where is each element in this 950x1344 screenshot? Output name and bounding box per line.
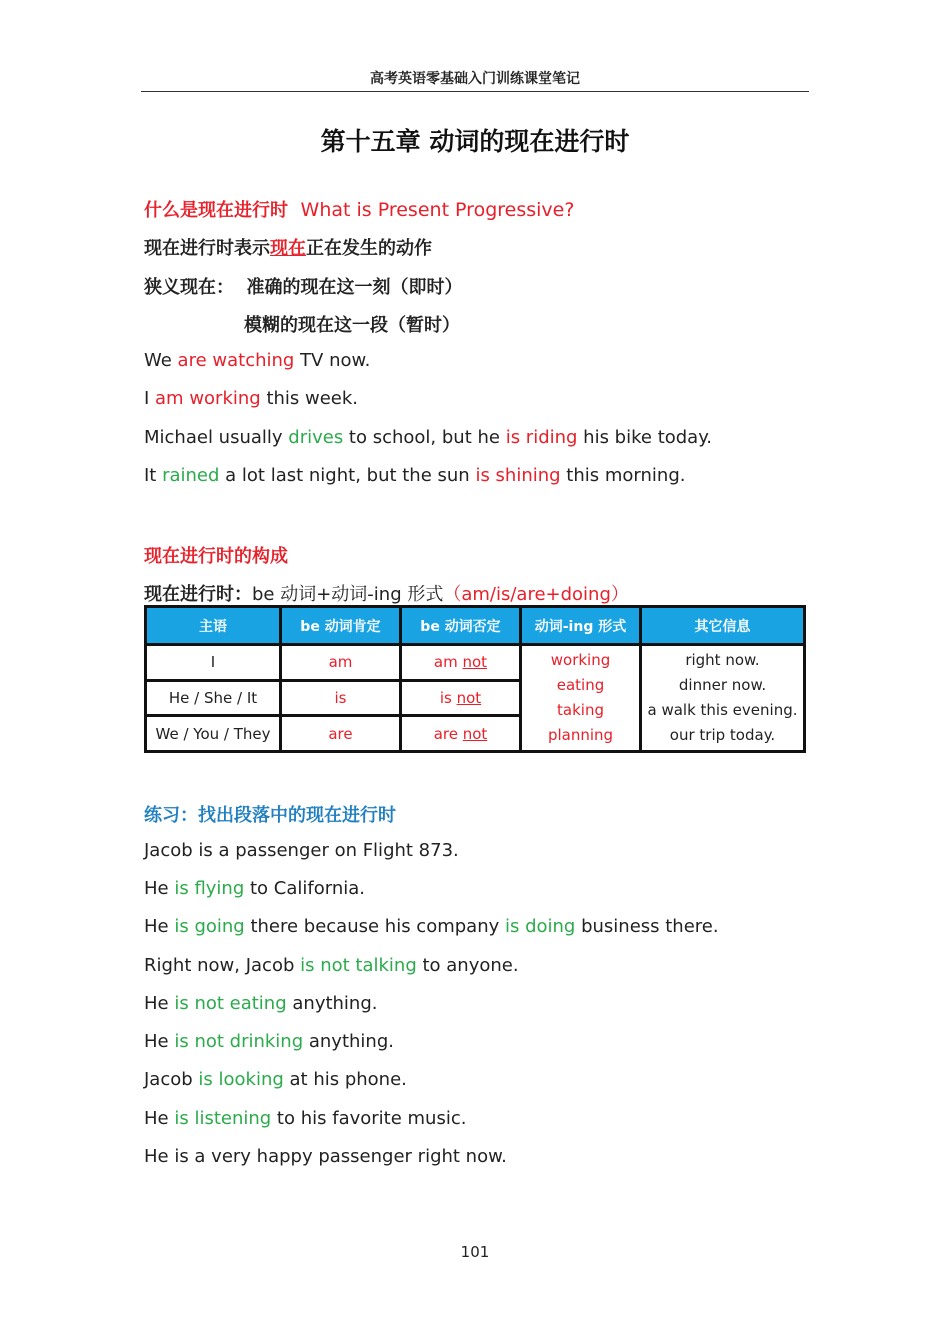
table-header: 动词-ing 形式 bbox=[521, 607, 641, 645]
example-sentence: I am working this week. bbox=[144, 388, 359, 409]
section-what-title-en: What is Present Progressive? bbox=[300, 199, 575, 221]
narrow-present-1: 准确的现在这一刻（即时） bbox=[246, 277, 463, 298]
practice-sentence: He is a very happy passenger right now. bbox=[144, 1146, 507, 1167]
table-header: be 动词否定 bbox=[401, 607, 521, 645]
practice-sentence: He is not drinking anything. bbox=[144, 1031, 394, 1052]
section-structure-title: 现在进行时的构成 bbox=[144, 546, 288, 567]
other-info: right now. bbox=[685, 651, 760, 669]
ing-form: working bbox=[550, 651, 611, 669]
table-row bbox=[146, 645, 805, 681]
table-cell-negative: am not bbox=[401, 645, 521, 681]
definition-text: 现在进行时表示 bbox=[144, 238, 270, 259]
practice-sentence: Jacob is a passenger on Flight 873. bbox=[144, 840, 459, 861]
example-sentence: It rained a lot last night, but the sun is shining this morning. bbox=[144, 465, 686, 486]
table-cell-positive: is bbox=[281, 680, 401, 716]
definition-highlight: 现在 bbox=[270, 238, 306, 259]
table-header: 其它信息 bbox=[641, 607, 805, 645]
practice-sentence: He is flying to California. bbox=[144, 878, 365, 899]
section-practice-title: 练习：找出段落中的现在进行时 bbox=[144, 805, 396, 826]
table-cell-subject: He / She / It bbox=[146, 680, 281, 716]
ing-form: taking bbox=[557, 701, 604, 719]
table-cell-negative: is not bbox=[401, 680, 521, 716]
chapter-title: 第十五章 动词的现在进行时 bbox=[320, 127, 630, 156]
table-cell-positive: are bbox=[281, 716, 401, 752]
other-info: dinner now. bbox=[678, 676, 767, 694]
practice-sentence: Jacob is looking at his phone. bbox=[144, 1069, 407, 1090]
table-cell-ing-forms bbox=[521, 645, 641, 752]
definition-text-end: 正在发生的动作 bbox=[306, 238, 432, 259]
other-info: a walk this evening. bbox=[647, 701, 798, 719]
running-header: 高考英语零基础入门训练课堂笔记 bbox=[370, 71, 580, 87]
table-header: 主语 bbox=[146, 607, 281, 645]
practice-sentence: He is listening to his favorite music. bbox=[144, 1108, 467, 1129]
table-header-row bbox=[146, 607, 805, 645]
formula-text: be 动词+动词-ing 形式 bbox=[252, 584, 444, 605]
table-header: be 动词肯定 bbox=[281, 607, 401, 645]
formula-line bbox=[144, 580, 629, 606]
table-cell-positive: am bbox=[281, 645, 401, 681]
ing-form: planning bbox=[547, 726, 614, 744]
ing-form: eating bbox=[556, 676, 605, 694]
practice-sentence: Right now, Jacob is not talking to anyone. bbox=[144, 955, 519, 976]
page-number: 101 bbox=[460, 1243, 490, 1261]
table-cell-negative: are not bbox=[401, 716, 521, 752]
narrow-present-label: 狭义现在： bbox=[144, 277, 234, 298]
formula-label: 现在进行时： bbox=[144, 584, 252, 605]
example-sentence: We are watching TV now. bbox=[144, 350, 371, 371]
table-cell-subject: I bbox=[146, 645, 281, 681]
narrow-present-line bbox=[144, 273, 463, 299]
section-what-title-cn: 什么是现在进行时 bbox=[144, 200, 288, 221]
table-cell-other-info bbox=[641, 645, 805, 752]
practice-sentence: He is not eating anything. bbox=[144, 993, 378, 1014]
table-cell-subject: We / You / They bbox=[146, 716, 281, 752]
definition-line bbox=[144, 234, 432, 260]
practice-sentence: He is going there because his company is doing business there. bbox=[144, 916, 719, 937]
section-what-title bbox=[144, 196, 574, 222]
other-info: our trip today. bbox=[669, 726, 776, 744]
conjugation-table bbox=[144, 605, 806, 753]
formula-paren: （am/is/are+doing） bbox=[443, 584, 629, 605]
header-divider bbox=[141, 91, 809, 92]
narrow-present-2: 模糊的现在这一段（暂时） bbox=[244, 315, 460, 336]
example-sentence: Michael usually drives to school, but he is riding his bike today. bbox=[144, 427, 713, 448]
